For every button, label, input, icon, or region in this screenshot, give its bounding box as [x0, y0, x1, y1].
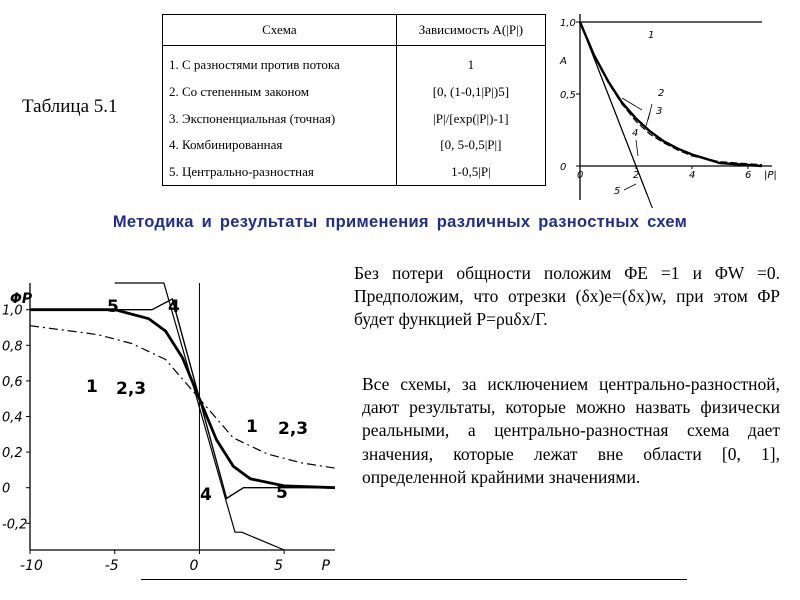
curve-label: 1: [86, 377, 98, 397]
scheme-name-cell: 5. Центрально-разностная: [163, 158, 397, 185]
series-line-4: [30, 299, 335, 498]
x-tick-label: -5: [104, 558, 119, 574]
scheme-name-cell: 4. Комбинированная: [163, 132, 397, 159]
dependency-cell: 1-0,5|P|: [451, 163, 491, 179]
curve-label: 3: [656, 106, 663, 117]
x-tick-label: 5: [274, 558, 284, 574]
y-tick-label: 0: [2, 481, 11, 497]
dependency-cell: 1: [467, 57, 475, 73]
table-row: [163, 132, 546, 159]
table-row: [163, 105, 546, 132]
curve-label: 2,3: [278, 419, 309, 439]
x-tick-label: 2: [633, 170, 640, 181]
curve-label: 1: [246, 417, 258, 437]
y-tick-label: 0: [560, 162, 567, 173]
table-row: [163, 158, 546, 185]
x-tick-label: 6: [745, 170, 752, 181]
curve-label: 4: [632, 128, 639, 139]
scheme-name-cell: 3. Экспоненциальная (точная): [163, 105, 397, 132]
y-tick-label: 0,6: [2, 374, 23, 390]
y-tick-label: 0,2: [2, 446, 23, 462]
scheme-name-cell: 1. С разностями против потока: [163, 46, 397, 79]
header-scheme: Схема: [163, 15, 397, 46]
x-tick-label: 4: [689, 170, 696, 181]
schemes-table: [162, 14, 546, 186]
curve-label: 5: [276, 483, 288, 503]
x-tick-label: 0: [189, 558, 199, 574]
x-tick-label: -10: [20, 558, 43, 574]
table-row: [163, 79, 546, 106]
curve-label-leader: [622, 98, 642, 110]
x-axis-label: |P|: [764, 170, 777, 181]
dependency-cell: [0, (1-0,1|P|)5]: [432, 83, 510, 99]
y-tick-label: 1,0: [560, 18, 576, 29]
y-tick-label: 0,5: [560, 90, 576, 101]
y-tick-label: -0,2: [2, 517, 28, 533]
footer-divider: [141, 579, 687, 580]
curve-label-leader: [646, 112, 650, 126]
curve-label-leader: [624, 184, 636, 190]
dependency-cell: [0, 5-0,5|P|]: [440, 137, 502, 153]
scheme-name-cell: 2. Со степенным законом: [163, 79, 397, 106]
curve-label: 5: [614, 186, 621, 197]
y-tick-label: 1,0: [2, 303, 23, 319]
x-tick-label: 0: [577, 170, 584, 181]
series-line-2: [580, 22, 762, 166]
curve-label: 5: [107, 297, 119, 317]
table-row: [163, 46, 546, 79]
curve-label-leader: [636, 140, 638, 156]
chart-phi-of-p-plot: [2, 283, 335, 574]
y-tick-label: 0,4: [2, 410, 23, 426]
y-axis-label: A: [560, 56, 567, 67]
chart-a-of-p: [552, 10, 792, 208]
curve-label: 4: [168, 297, 180, 317]
chart-a-of-p-plot: [559, 14, 777, 208]
y-tick-label: 0,8: [2, 339, 23, 355]
x-axis-label: P: [321, 558, 330, 574]
curve-label: 2,3: [116, 379, 147, 399]
table-caption: Таблица 5.1: [22, 96, 118, 117]
paragraph-assumptions: Без потери общности положим ΦE =1 и ΦW =0. Предположим, что отрезки (δx)e=(δx)w, при этом ΦP будет функцией P=ρuδx/Γ.: [354, 263, 780, 329]
dependency-cell: |P|/[exp(|P|)-1]: [433, 110, 509, 126]
curve-label: 4: [200, 485, 212, 505]
curve-label: 1: [648, 30, 655, 41]
header-dependency: Зависимость A(|P|): [396, 15, 545, 46]
slide-title: Методика и результаты применения различных разностных схем: [112, 213, 688, 231]
curve-label: 2: [658, 88, 665, 99]
chart-phi-of-p: [0, 275, 345, 575]
y-axis-label: ΦP: [10, 291, 33, 307]
paragraph-conclusion: Все схемы, за исключением центрально-разностной, дают результаты, которые можно назвать физически реальными, а центрально-разностная схема дает значения, которые лежат вне области [0, 1], определенной крайними значениями.: [362, 374, 780, 487]
table-header-row: [163, 15, 546, 46]
